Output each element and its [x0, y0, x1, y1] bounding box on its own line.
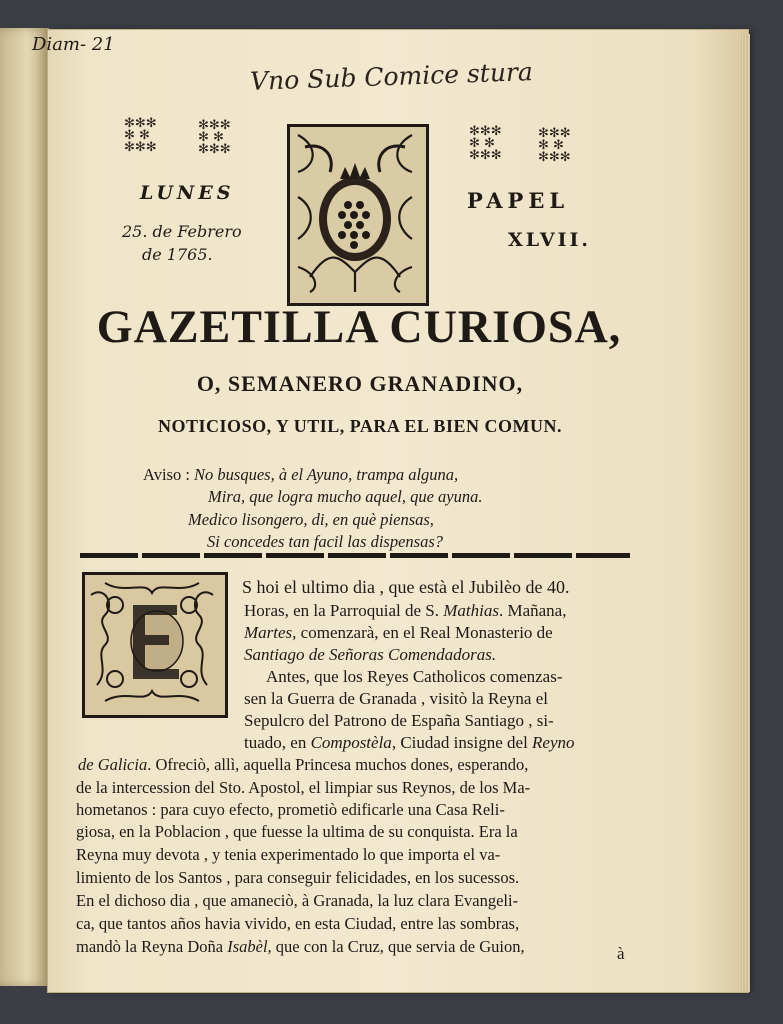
body-line-4: Santiago de Señoras Comendadoras.	[244, 645, 497, 664]
body-line-7: Sepulcro del Patrono de España Santiago , si-	[244, 711, 554, 730]
ornamental-rule	[80, 553, 630, 558]
papel-label: PAPEL	[467, 188, 570, 213]
verse-line-3: Medico lisongero, di, en què piensas,	[188, 510, 434, 529]
body-line-6: sen la Guerra de Granada , visitò la Reyna el	[244, 689, 548, 708]
floral-initial-icon	[85, 575, 219, 709]
verse-line-4: Si concedes tan facil las dispensas?	[207, 532, 444, 551]
body-line-2: Horas, en la Parroquial de S. Mathias. Mañana,	[244, 601, 567, 620]
body-line-14: limiento de los Santos , para conseguir felicidades, en los sucessos.	[76, 868, 520, 887]
left-page-edge	[0, 28, 49, 986]
pomegranate-icon	[290, 127, 420, 297]
page-fore-edge	[741, 34, 750, 992]
verse-line-2: Mira, que logra mucho aquel, que ayuna.	[208, 487, 483, 506]
star-ornament-icon: ✻✻✻ ✻ ✻ ✻✻✻	[198, 118, 231, 157]
body-line-3: Martes, comenzarà, en el Real Monasterio de	[244, 623, 553, 642]
decorated-initial-e	[82, 572, 228, 718]
catchword: à	[617, 944, 625, 963]
body-line-10: de la intercession del Sto. Apostol, el limpiar sus Reynos, de los Ma-	[76, 778, 531, 797]
pomegranate-woodcut	[287, 124, 429, 306]
body-line-16: ca, que tantos años havia vivido, en esta Ciudad, entre las sombras,	[76, 914, 520, 933]
body-line-11: hometanos : para cuyo efecto, prometiò edificarle una Casa Reli-	[76, 800, 505, 819]
body-line-13: Reyna muy devota , y tenia experimentado lo que importa el va-	[76, 845, 501, 864]
gazette-motto: NOTICIOSO, Y UTIL, PARA EL BIEN COMUN.	[158, 416, 562, 436]
body-line-15: En el dichoso dia , que amaneciò, à Granada, la luz clara Evangeli-	[76, 891, 519, 910]
body-line-12: giosa, en la Poblacion , que fuesse la ultima de su conquista. Era la	[76, 822, 518, 841]
body-line-9: de Galicia. Ofreciò, allì, aquella Princesa muchos dones, esperando,	[78, 755, 529, 774]
handwritten-inscription: Vno Sub Comice stura	[249, 57, 534, 96]
issue-year: de 1765.	[142, 245, 213, 264]
aviso-label: Aviso :	[143, 465, 190, 484]
body-line-1: S hoi el ultimo dia , que està el Jubilèo de 40.	[242, 577, 570, 597]
star-ornament-icon: ✻✻✻ ✻ ✻ ✻✻✻	[469, 124, 502, 163]
issue-day: LUNES	[140, 182, 235, 204]
star-ornament-icon: ✻✻✻ ✻ ✻ ✻✻✻	[124, 116, 157, 155]
body-line-5: Antes, que los Reyes Catholicos comenzas-	[266, 667, 563, 686]
margin-note: Diam- 21	[32, 34, 115, 55]
gazette-subtitle: O, SEMANERO GRANADINO,	[196, 371, 524, 396]
gazette-title: GAZETILLA CURIOSA,	[96, 301, 622, 353]
issue-date: 25. de Febrero	[122, 222, 242, 241]
star-ornament-icon: ✻✻✻ ✻ ✻ ✻✻✻	[538, 126, 571, 165]
body-line-17: mandò la Reyna Doña Isabèl, que con la Cruz, que servia de Guion,	[76, 937, 525, 956]
papel-number: XLVII.	[508, 229, 591, 251]
body-line-8: tuado, en Compostèla, Ciudad insigne del Reyno	[244, 733, 575, 752]
verse-text: No busques, à el Ayuno, trampa alguna,	[194, 465, 459, 484]
verse-line-1	[143, 465, 458, 485]
